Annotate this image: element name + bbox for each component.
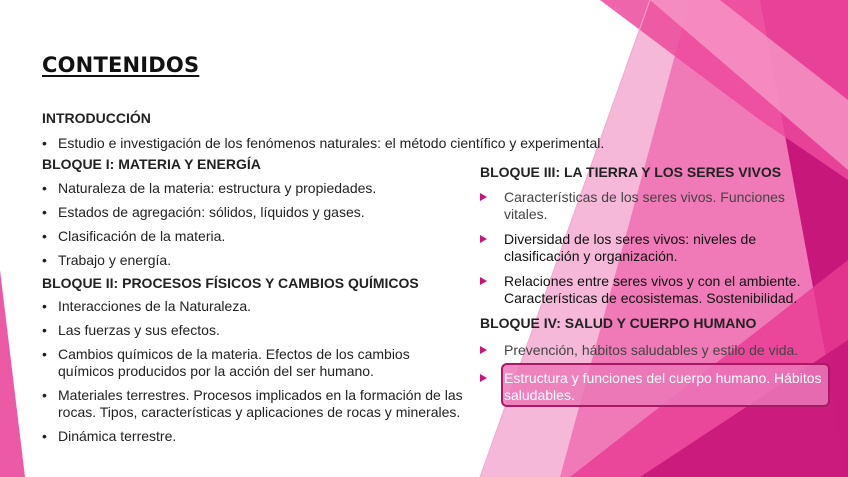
triangle-bullet-icon [480, 346, 487, 354]
triangle-bullet-icon [480, 277, 487, 285]
list-item: • Materiales terrestres. Procesos implicados en la formación de las rocas. Tipos, características y aplicaciones de rocas y minerales. [42, 387, 463, 420]
list-item: Relaciones entre seres vivos y con el ambiente. Características de ecosistemas. Sostenibilidad. [480, 273, 810, 307]
intro-heading: INTRODUCCIÓN [42, 110, 151, 126]
list-item: • Naturaleza de la materia: estructura y propiedades. [42, 180, 377, 196]
left-column [42, 110, 605, 445]
triangle-bullet-icon [480, 235, 487, 243]
list-item: • Interacciones de la Naturaleza. [42, 298, 251, 314]
bullet-icon: • [42, 298, 47, 314]
triangle-bullet-icon [480, 193, 487, 201]
page-title: CONTENIDOS [42, 53, 200, 77]
list-item: • Las fuerzas y sus efectos. [42, 322, 220, 338]
list-item: • Estudio e investigación de los fenómenos naturales: el método científico y experimental. [42, 135, 605, 151]
list-item: • Clasificación de la materia. [42, 228, 226, 244]
list-item-highlighted: Estructura y funciones del cuerpo humano. Hábitos saludables. [480, 370, 824, 404]
bullet-icon: • [42, 428, 47, 444]
list-item: • Trabajo y energía. [42, 252, 172, 268]
triangle-bullet-icon [480, 374, 487, 382]
bloque4-heading: BLOQUE IV: SALUD Y CUERPO HUMANO [480, 315, 757, 331]
list-item: Diversidad de los seres vivos: niveles de clasificación y organización. [480, 231, 810, 265]
list-item: • Dinámica terrestre. [42, 428, 177, 444]
bloque3-heading: BLOQUE III: LA TIERRA Y LOS SERES VIVOS [480, 164, 782, 180]
bullet-icon: • [42, 180, 47, 196]
bloque2-heading: BLOQUE II: PROCESOS FÍSICOS Y CAMBIOS QUÍMICOS [42, 275, 419, 291]
list-item: Prevención, hábitos saludables y estilo de vida. [480, 342, 810, 359]
list-item: • Estados de agregación: sólidos, líquidos y gases. [42, 204, 365, 220]
bullet-icon: • [42, 135, 47, 151]
right-column [480, 164, 822, 404]
bullet-icon: • [42, 204, 47, 220]
bullet-icon: • [42, 228, 47, 244]
list-item: Características de los seres vivos. Funciones vitales. [480, 189, 810, 223]
bullet-icon: • [42, 387, 47, 403]
bloque1-heading: BLOQUE I: MATERIA Y ENERGÍA [42, 156, 261, 172]
list-item: • Cambios químicos de la materia. Efectos de los cambios químicos producidos por la acción del ser humano. [42, 346, 410, 379]
bullet-icon: • [42, 346, 47, 362]
bullet-icon: • [42, 322, 47, 338]
bullet-icon: • [42, 252, 47, 268]
